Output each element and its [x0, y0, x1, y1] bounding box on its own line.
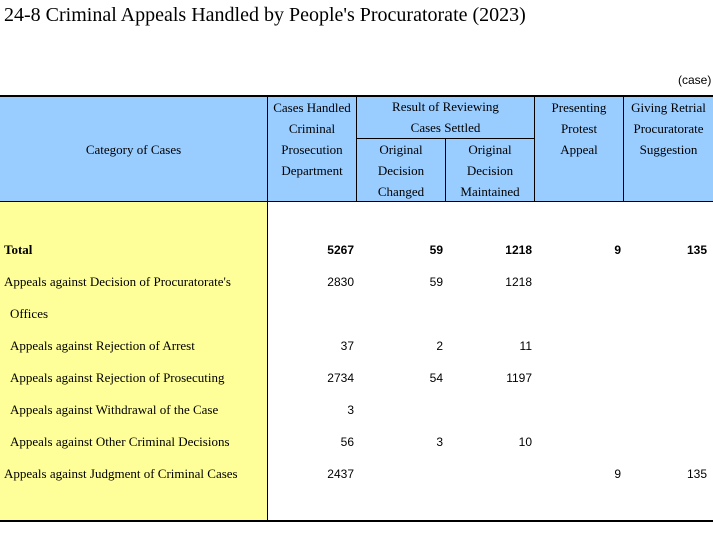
header-category: Category of Cases — [85, 142, 182, 157]
table-row — [0, 304, 713, 324]
header-line: Prosecution — [281, 142, 343, 157]
table-row — [0, 272, 713, 292]
cell-changed: 54 — [429, 371, 443, 385]
header-line: Cases Settled — [410, 120, 481, 135]
header-line: Maintained — [460, 184, 520, 199]
cell-handled: 2830 — [327, 275, 354, 289]
row-category: Appeals against Rejection of Prosecuting — [10, 370, 225, 385]
cell-retrial: 135 — [686, 467, 707, 481]
header-line: Result of Reviewing — [392, 99, 499, 114]
cell-maintained: 1218 — [505, 243, 532, 257]
cell-protest: 9 — [614, 467, 621, 481]
table-row — [0, 464, 713, 484]
cell-handled: 2437 — [327, 467, 354, 481]
header-decision-changed — [357, 139, 445, 202]
table-row — [0, 336, 713, 356]
row-category: Appeals against Withdrawal of the Case — [10, 402, 219, 417]
header-line: Suggestion — [639, 142, 698, 157]
cell-changed: 59 — [429, 275, 443, 289]
header-protest-appeal — [535, 97, 623, 160]
cell-maintained: 1197 — [506, 371, 532, 385]
cell-protest: 9 — [614, 243, 621, 257]
header-line: Protest — [560, 121, 598, 136]
cell-handled: 37 — [340, 339, 354, 353]
cell-handled: 3 — [347, 403, 354, 417]
row-category: Appeals against Decision of Procuratorate's — [4, 274, 231, 289]
cell-changed: 2 — [436, 339, 443, 353]
header-line: Changed — [377, 184, 425, 199]
table-row — [0, 400, 713, 420]
header-line: Original — [468, 142, 512, 157]
header-line: Original — [379, 142, 423, 157]
header-decision-maintained — [446, 139, 534, 202]
cell-maintained: 1218 — [505, 275, 532, 289]
table-row — [0, 432, 713, 452]
header-line: Presenting — [551, 100, 607, 115]
cell-handled: 56 — [340, 435, 354, 449]
header-line: Decision — [466, 163, 514, 178]
cell-maintained: 11 — [519, 339, 532, 353]
row-category: Appeals against Rejection of Arrest — [10, 338, 195, 353]
row-category: Total — [4, 242, 33, 257]
header-line: Giving Retrial — [631, 100, 706, 115]
header-line: Decision — [377, 163, 425, 178]
header-line: Appeal — [560, 142, 598, 157]
bottom-rule — [0, 520, 713, 522]
unit-label: (case) — [678, 73, 712, 87]
cell-changed: 3 — [436, 435, 443, 449]
cell-changed: 59 — [429, 243, 443, 257]
table-row — [0, 368, 713, 388]
cell-handled: 2734 — [327, 371, 354, 385]
header-line: Cases Handled — [273, 100, 351, 115]
header-line: Department — [281, 163, 343, 178]
cell-retrial: 135 — [686, 243, 707, 257]
table-row — [0, 240, 713, 260]
table-title: 24-8 Criminal Appeals Handled by People's Procuratorate (2023) — [4, 4, 526, 26]
header-result-group — [357, 96, 534, 138]
header-line: Criminal — [288, 121, 336, 136]
cell-handled: 5267 — [327, 243, 354, 257]
header-line: Procuratorate — [633, 121, 704, 136]
row-category: Appeals against Other Criminal Decisions — [10, 434, 230, 449]
header-retrial-suggestion — [624, 97, 713, 160]
row-category: Appeals against Judgment of Criminal Cases — [4, 466, 238, 481]
row-category: Offices — [10, 306, 49, 321]
header-cases-handled — [268, 97, 356, 181]
cell-maintained: 10 — [518, 435, 532, 449]
